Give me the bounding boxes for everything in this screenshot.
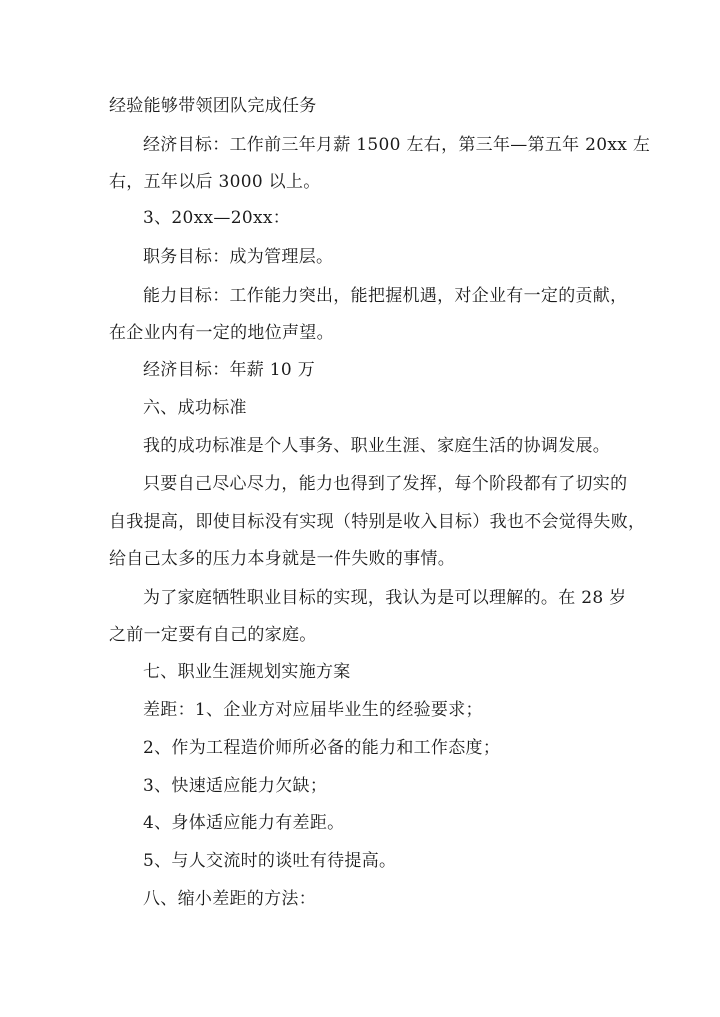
list-item: 4、身体适应能力有差距。: [143, 813, 345, 833]
text-line: 在企业内有一定的地位声望。: [109, 323, 334, 343]
text-line: 给自己太多的压力本身就是一件失败的事情。: [109, 549, 455, 569]
section-heading: 八、缩小差距的方法：: [143, 889, 316, 909]
text-line: 只要自己尽心尽力，能力也得到了发挥，每个阶段都有了切实的: [143, 474, 628, 494]
text-line: 经验能够带领团队完成任务: [109, 96, 317, 116]
section-heading: 七、职业生涯规划实施方案: [143, 662, 351, 682]
text-line: 之前一定要有自己的家庭。: [109, 625, 317, 645]
section-heading: 六、成功标准: [143, 398, 247, 418]
text-line: 经济目标：年薪 10 万: [143, 360, 316, 380]
text-line: 为了家庭牺牲职业目标的实现，我认为是可以理解的。在 28 岁: [143, 588, 627, 608]
text-line: 经济目标：工作前三年月薪 1500 左右，第三年—第五年 20xx 左: [143, 135, 651, 155]
text-line: 职务目标：成为管理层。: [143, 247, 334, 267]
text-line: 能力目标：工作能力突出，能把握机遇，对企业有一定的贡献，: [143, 286, 628, 306]
list-item: 3、快速适应能力欠缺；: [143, 776, 328, 796]
list-item: 5、与人交流时的谈吐有待提高。: [143, 851, 397, 871]
list-item: 2、作为工程造价师所必备的能力和工作态度；: [143, 738, 501, 758]
text-line: 3、20xx—20xx：: [143, 208, 291, 228]
text-line: 自我提高，即使目标没有实现（特别是收入目标）我也不会觉得失败，: [109, 512, 646, 532]
list-item: 差距：1、企业方对应届毕业生的经验要求；: [143, 700, 483, 720]
text-line: 右，五年以后 3000 以上。: [109, 172, 321, 192]
text-line: 我的成功标准是个人事务、职业生涯、家庭生活的协调发展。: [143, 436, 611, 456]
